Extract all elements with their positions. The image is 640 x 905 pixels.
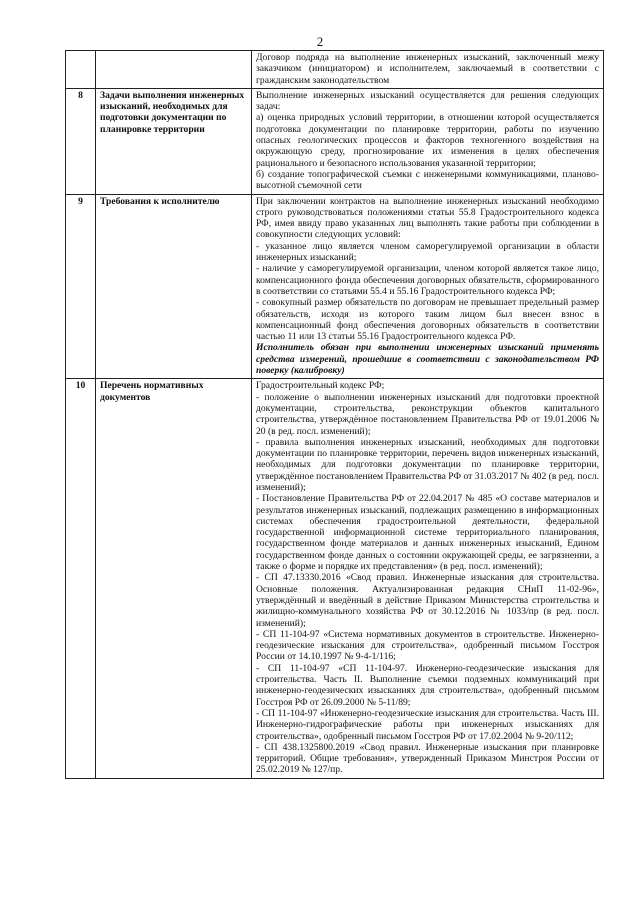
paragraph: Выполнение инженерных изысканий осуществляется для решения следующих задач: (256, 89, 599, 113)
row-label: Требования к исполнителю (96, 194, 252, 379)
row-content (252, 88, 604, 194)
paragraph: - совокупный размер обязательств по договорам не превышает предельный размер обязательств, исходя из которого таким лицом был внесен взнос в компенсационный фонд обеспечения договорных обязательств в соответствии частью 11 или 13 статьи 55.16 Градостроительного кодекса РФ. (256, 297, 599, 343)
row-number: 10 (66, 379, 96, 778)
paragraph: - СП 11-104-97 «Система нормативных документов в строительстве. Инженерно-геодезические изыскания для строительства», одобренный письмом Госстроя России от 14.10.1997 № 9-4-1/116; (256, 628, 599, 663)
paragraph: - положение о выполнении инженерных изысканий для подготовки проектной документации, строительства, реконструкции объектов капитального строительства, утверждённое постановлением Правительства РФ от 19.01.2006 № 20 (в ред. посл. изменений); (256, 391, 599, 437)
emphasis-paragraph: Исполнитель обязан при выполнении инженерных изысканий применять средства измерений, прошедшие в соответствии с законодательством РФ поверку (калибровку) (256, 342, 599, 377)
table-row (66, 51, 604, 89)
table-row (66, 88, 604, 194)
paragraph: Договор подряда на выполнение инженерных изысканий, заключенный межу заказчиком (инициатором) и исполнителем, заключаемый в соответствии с гражданским законодательством (256, 52, 599, 86)
table-row (66, 194, 604, 379)
row-number: 8 (66, 88, 96, 194)
paragraph: - правила выполнения инженерных изысканий, необходимых для подготовки документации по планировке территории, перечень видов инженерных изысканий, необходимых для подготовки документации по планировке территории, утверждённое постановлением Правительства РФ от 31.03.2017 № 402 (в ред. посл. изменений); (256, 436, 599, 493)
row-content (252, 51, 604, 89)
row-label: Задачи выполнения инженерных изысканий, необходимых для подготовки документации по планировке территории (96, 88, 252, 194)
paragraph: - СП 438.1325800.2019 «Свод правил. Инженерные изыскания при планировке территорий. Общие требования», утвержденный Приказом Минстроя России от 25.02.2019 № 127/пр. (256, 741, 599, 776)
row-number (66, 51, 96, 89)
paragraph: - СП 11-104-97 «Инженерно-геодезические изыскания для строительства. Часть III. Инженерно-гидрографические работы при инженерных изысканиях для строительства», одобренный письмом Госстроя РФ от 17.02.2004 № 9-20/112; (256, 707, 599, 742)
paragraph: - Постановление Правительства РФ от 22.04.2017 № 485 «О составе материалов и результатов инженерных изысканий, подлежащих размещению в информационных системах обеспечения градостроительной деятельности, федеральной государственной информационной системе территориального планирования, государственном фонде материалов и данных инженерных изысканий, Едином государственном фонде данных о состоянии окружающей среды, ее загрязнении, а также о форме и порядке их представления» (в ред. посл. изменений); (256, 493, 599, 573)
row-content (252, 379, 604, 778)
requirements-table (65, 50, 604, 779)
row-label: Перечень нормативных документов (96, 379, 252, 778)
row-label (96, 51, 252, 89)
paragraph: Градостроительный кодекс РФ; (256, 380, 385, 392)
paragraph: - СП 47.13330.2016 «Свод правил. Инженерные изыскания для строительства. Основные положения. Актуализированная редакция СНиП 11-02-96», утверждённый и введённый в действие Приказом Министерства строительства и жилищно-коммунального хозяйства РФ от 30.12.2016 № 1033/пр (в ред. посл. изменений); (256, 572, 599, 629)
page-number: 2 (316, 34, 324, 49)
paragraph: б) создание топографической съемки с инженерными коммуникациями, планово-высотной съемочной сети (256, 168, 599, 192)
paragraph: - указанное лицо является членом саморегулируемой организации в области инженерных изысканий; (256, 240, 599, 264)
paragraph: - СП 11-104-97 «СП 11-104-97. Инженерно-геодезические изыскания для строительства. Часть II. Выполнение съемки подземных коммуникаций при инженерно-геодезических изысканиях для строительства», одобренный письмом Госстроя РФ от 26.09.2000 № 5-11/89; (256, 662, 599, 708)
paragraph: а) оценка природных условий территории, в отношении которой осуществляется подготовка документации по планировке территории, работы по изучению опасных геологических процессов и факторов техногенного воздействия на окружающую среду, прогнозирование их изменения в целях обеспечения рационального и безопасного использования указанной территории; (256, 112, 599, 169)
row-content (252, 194, 604, 379)
paragraph: При заключении контрактов на выполнение инженерных изысканий необходимо строго руководствоваться положениями статьи 55.8 Градостроительного кодекса РФ, имея ввиду право указанных лиц выполнять такие работы при соблюдении в совокупности следующих условий: (256, 195, 599, 241)
row-number: 9 (66, 194, 96, 379)
table-row (66, 379, 604, 778)
paragraph: - наличие у саморегулируемой организации, членом которой является такое лицо, компенсационного фонда обеспечения договорных обязательств, сформированного в соответствии со статьями 55.4 и 55.16 Градостроительного кодекса РФ; (256, 263, 599, 297)
